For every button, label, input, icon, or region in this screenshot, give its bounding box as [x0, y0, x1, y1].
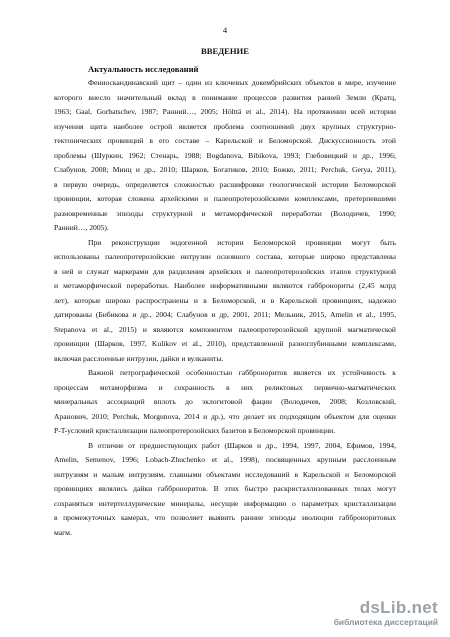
text-line: тектонических провинций в его составе – Карельской и Беломорской. Дискуссионность этой — [54, 136, 396, 145]
text-line: интрузиям и малым интрузиям, главными объектами исследований в Карельской и Беломорской — [54, 469, 396, 479]
watermark-tagline: библиотека диссертаций — [333, 617, 438, 627]
text-line: провинции, которая сложена архейскими и палеопротерозойскими комплексами, претерпевшими — [54, 194, 396, 203]
text-line: магм. — [54, 527, 72, 537]
text-line: которого внесло значительный вклад в понимание процессов развития ранней Земли (Кратц, — [54, 92, 396, 102]
text-line: Важной петрографической особенностью габброноритов является их устойчивость к — [88, 368, 396, 377]
paragraph — [54, 76, 396, 236]
text-line: в промежуточных камерах, что позволяет выявить ранние эпизоды эволюции габброноритовых — [54, 513, 396, 522]
text-line: Фенноскандинавский щит – один из ключевых докембрийских объектов в мире, изучение — [88, 78, 396, 87]
text-line: включая расслоенные интрузии, дайки и вулканиты. — [54, 353, 224, 363]
text-line: Ранний…, 2005). — [54, 223, 109, 232]
text-line: 1963; Gaal, Gorbatschev, 1987; Ранний…, 2005; Hölttä et al., 2014). На протяжении всей истории — [54, 107, 396, 116]
text-line: лет), которые широко распространены и в Беломорской, и в Карельской провинциях, надежно — [54, 295, 396, 305]
paragraph — [54, 366, 396, 439]
text-line: датированы (Бибикова и др., 2004; Слабунов и др, 2001, 2011; Мельник, 2015, Amelin et al., 1995, — [54, 310, 396, 319]
text-line: использованы палеопротерозойские интрузии основного состава, которые широко представлены — [54, 252, 396, 261]
text-line: При реконструкции эндогенной истории Беломорской провинции могут быть — [88, 237, 396, 247]
text-line: Слабунов, 2008; Минц и др., 2010; Шарков, Богатиков, 2010; Божко, 2011; Perchuk, Gerya, 2011), — [54, 165, 396, 174]
text-line: разновременные эпизоды структурной и метаморфической переработки (Володичев, 1990; — [54, 208, 396, 218]
section-heading: ВВЕДЕНИЕ — [201, 46, 249, 56]
text-line: Аранович, 2010; Perchuk, Morgunova, 2014 и др.), что делает их подходящим объектом для оценки — [54, 411, 396, 421]
paragraph — [54, 439, 396, 541]
document-body — [54, 76, 396, 540]
text-line: провинциях являлись дайки габброноритов. В этих быстро раскристаллизованных телах могут — [54, 484, 396, 493]
text-line: сохраняться интертеллурические минералы, несущие информацию о параметрах кристаллизации — [54, 498, 396, 508]
watermark-logo — [318, 599, 438, 627]
text-line: Stepanova et al., 2015) и являются компонентом палеопротерозойской крупной магматической — [54, 324, 396, 334]
text-line: процессам метаморфизма и сохранность в них реликтовых первично-магматических — [54, 382, 396, 392]
text-line: и метаморфической переработки. Наиболее информативными являются габбронориты (2,45 млрд — [54, 281, 396, 290]
text-line: проблемы (Шуркин, 1962; Стенарь, 1988; Bogdanova, Bibikova, 1993; Глебовицкий и др., 1996; — [54, 150, 396, 160]
text-line: в первую очередь, определяется сложностью расшифровки геологической истории Беломорской — [54, 179, 396, 189]
page-number: 4 — [222, 25, 228, 35]
subsection-heading: Актуальность исследований — [88, 64, 199, 74]
text-line: Amelin, Semenov, 1996; Lobach-Zhuchenko et al., 1998), посвященных крупным расслоенным — [54, 455, 396, 464]
text-line: минеральных ассоциаций вплоть до эклогитовой фации (Володичев, 2008; Козловский, — [54, 397, 396, 406]
text-line: в ней и служат маркерами для разделения архейских и палеопротерозойских этапов структурной — [54, 266, 396, 276]
text-line: изучения щита наиболее острой является проблема соотношений двух крупных структурно- — [54, 121, 396, 131]
text-line: провинции (Шарков, 1997, Kulikov et al., 2010), представленной разноглубинными комплексами, — [54, 339, 396, 348]
text-line: В отличие от предшествующих работ (Шарков и др., 1994, 1997, 2004, Ефимов, 1994, — [88, 440, 396, 450]
paragraph — [54, 236, 396, 367]
watermark-brand: dsLib.net — [359, 598, 438, 617]
text-line: P-T-условий кристаллизации палеопротерозойских базитов в Беломорской провинции. — [54, 426, 336, 435]
